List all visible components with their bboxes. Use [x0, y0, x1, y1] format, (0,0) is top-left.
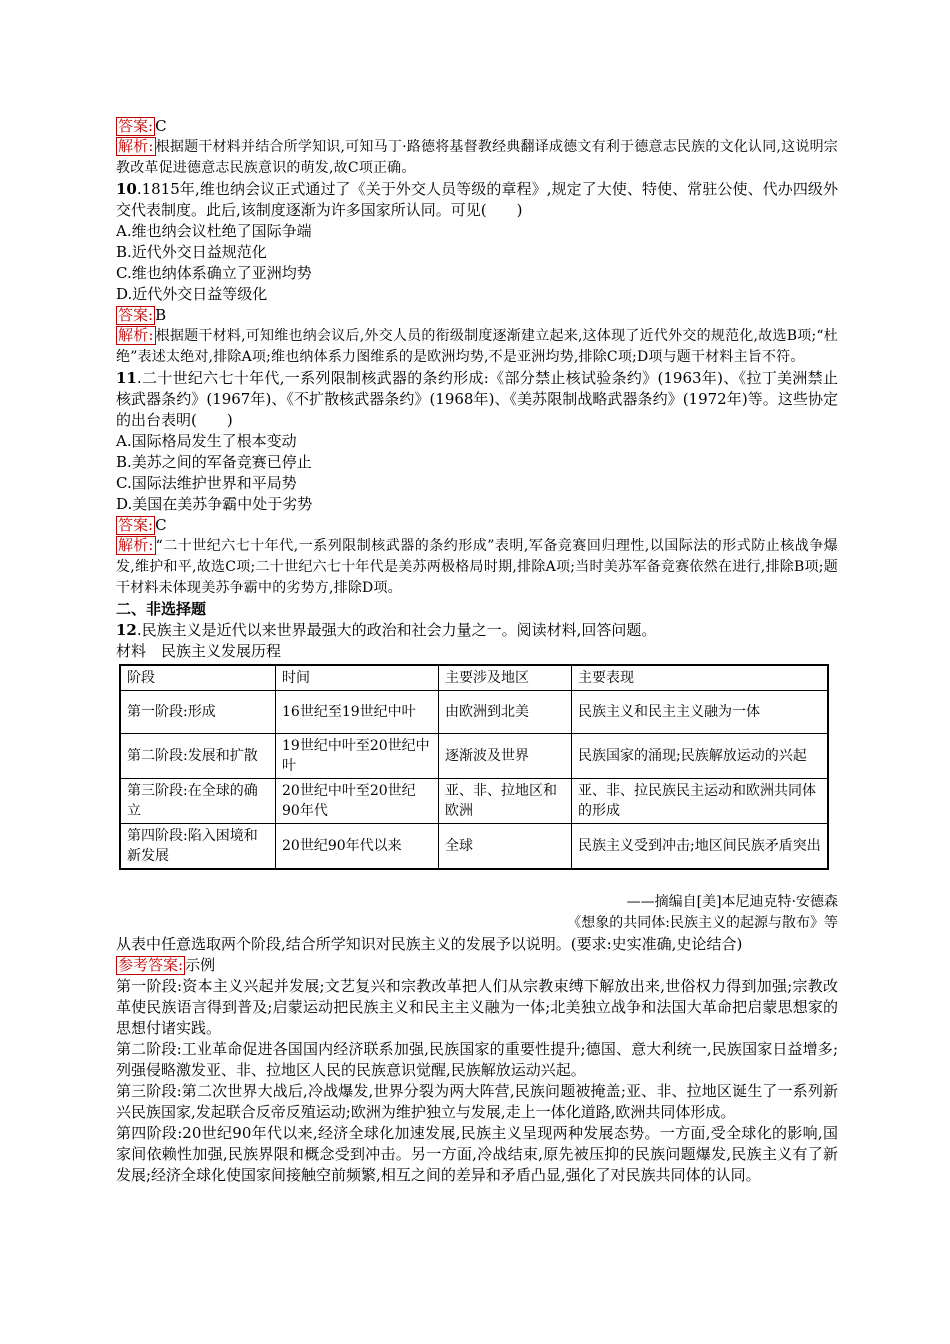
- table-cell: 由欧洲到北美: [439, 691, 572, 734]
- table-row: [120, 779, 828, 824]
- table-header-cell: 时间: [276, 665, 439, 691]
- question-text: .1815年,维也纳会议正式通过了《关于外交人员等级的章程》,规定了大使、特使、常驻公使、代办四级外交代表制度。此后,该制度逐渐为许多国家所认同。可见( ): [116, 180, 838, 219]
- table-cell: 第四阶段:陷入困境和新发展: [120, 824, 276, 870]
- table-row: [120, 824, 828, 870]
- table-cell: 第一阶段:形成: [120, 691, 276, 734]
- analysis-text: 根据题干材料并结合所学知识,可知马丁·路德将基督教经典翻译成德文有利于德意志民族的文化认同,这说明宗教改革促进德意志民族意识的萌发,故C项正确。: [116, 139, 838, 176]
- material-title: 材料 民族主义发展历程: [116, 642, 282, 660]
- ref-answer-lead: 示例: [185, 956, 216, 974]
- q10-option-c: C.维也纳体系确立了亚洲均势: [116, 264, 312, 282]
- table-cell: 19世纪中叶至20世纪中叶: [276, 734, 439, 779]
- section-heading: 二、非选择题: [116, 600, 207, 618]
- q11-analysis: [116, 536, 838, 599]
- q10-answer: [116, 305, 838, 326]
- q11-option-b: B.美苏之间的军备竞赛已停止: [116, 453, 312, 471]
- analysis-tag: 解析:: [118, 536, 154, 554]
- question-text: .二十世纪六七十年代,一系列限制核武器的条约形成:《部分禁止核试验条约》(1963年)、《拉丁美洲禁止核武器条约》(1967年)、《不扩散核武器条约》(1968年)、《美苏限制战略武器条约》(1972年)等。这些协定的出台表明( ): [116, 369, 838, 429]
- q10-analysis: [116, 326, 838, 368]
- table-cell: 第二阶段:发展和扩散: [120, 734, 276, 779]
- source-title: 《想象的共同体:民族主义的起源与散布》等: [567, 915, 838, 931]
- table-cell: 16世纪至19世纪中叶: [276, 691, 439, 734]
- document-page: [116, 116, 838, 1186]
- q12-stem: [116, 620, 838, 641]
- table-header-cell: 主要涉及地区: [439, 665, 572, 691]
- table-cell: 民族国家的涌现;民族解放运动的兴起: [572, 734, 829, 779]
- answer-tag: 答案:: [118, 306, 154, 324]
- q11-answer: [116, 515, 838, 536]
- q9-answer: [116, 116, 838, 137]
- table-row: [120, 691, 828, 734]
- analysis-tag: 解析:: [118, 137, 154, 155]
- table-header-cell: 主要表现: [572, 665, 829, 691]
- table-cell: 亚、非、拉地区和欧洲: [439, 779, 572, 824]
- table-row: [120, 734, 828, 779]
- answer-tag: 答案:: [118, 117, 154, 135]
- q10-stem: [116, 179, 838, 221]
- question-number: 12: [116, 621, 137, 639]
- q10-option-d: D.近代外交日益等级化: [116, 285, 268, 303]
- q11-option-a: A.国际格局发生了根本变动: [116, 432, 297, 450]
- q11-option-c: C.国际法维护世界和平局势: [116, 474, 297, 492]
- q10-option-a: A.维也纳会议杜绝了国际争端: [116, 222, 312, 240]
- answer-value: C: [155, 117, 167, 135]
- analysis-text: “二十世纪六七十年代,一系列限制核武器的条约形成”表明,军备竞赛回归理性,以国际法的形式防止核战争爆发,维护和平,故选C项;二十世纪六七十年代是美苏两极格局时期,排除A项;当时美苏军备竞赛依然在进行,排除B项;题干材料未体现美苏争霸中的劣势方,排除D项。: [116, 538, 838, 596]
- table-header-cell: 阶段: [120, 665, 276, 691]
- answer-value: B: [155, 306, 167, 324]
- q12-answer-stage-4: 第四阶段:20世纪90年代以来,经济全球化加速发展,民族主义呈现两种发展态势。一方面,受全球化的影响,国家间依赖性加强,民族界限和概念受到冲击。另一方面,冷战结束,原先被压抑的民族问题爆发,民族主义有了新发展;经济全球化使国家间接触空前频繁,相互之间的差异和矛盾凸显,强化了对民族共同体的认同。: [116, 1124, 838, 1184]
- analysis-text: 根据题干材料,可知维也纳会议后,外交人员的衔级制度逐渐建立起来,这体现了近代外交的规范化,故选B项;“杜绝”表述太绝对,排除A项;维也纳体系力图维系的是欧洲均势,不是亚洲均势,排除C项;D项与题干材料主旨不符。: [116, 328, 838, 365]
- table-cell: 20世纪90年代以来: [276, 824, 439, 870]
- question-number: 10: [116, 180, 137, 198]
- answer-tag: 答案:: [118, 516, 154, 534]
- table-cell: 20世纪中叶至20世纪90年代: [276, 779, 439, 824]
- nationalism-table: [119, 664, 829, 870]
- table-cell: 逐渐波及世界: [439, 734, 572, 779]
- analysis-tag: 解析:: [118, 326, 154, 344]
- table-cell: 亚、非、拉民族民主运动和欧洲共同体的形成: [572, 779, 829, 824]
- source-author: ——摘编自[美]本尼迪克特·安德森: [626, 894, 838, 910]
- table-cell: 民族主义受到冲击;地区间民族矛盾突出: [572, 824, 829, 870]
- answer-value: C: [155, 516, 167, 534]
- table-cell: 第三阶段:在全球的确立: [120, 779, 276, 824]
- q10-option-b: B.近代外交日益规范化: [116, 243, 267, 261]
- q12-answer-stage-2: 第二阶段:工业革命促进各国国内经济联系加强,民族国家的重要性提升;德国、意大利统一,民族国家日益增多;列强侵略激发亚、非、拉地区人民的民族意识觉醒,民族解放运动兴起。: [116, 1040, 838, 1079]
- table-cell: 全球: [439, 824, 572, 870]
- table-header-row: [120, 665, 828, 691]
- q11-stem: [116, 368, 838, 431]
- q9-analysis: [116, 137, 838, 179]
- q11-option-d: D.美国在美苏争霸中处于劣势: [116, 495, 313, 513]
- question-number: 11: [116, 369, 137, 387]
- q12-answer-stage-3: 第三阶段:第二次世界大战后,冷战爆发,世界分裂为两大阵营,民族问题被掩盖;亚、非、拉地区诞生了一系列新兴民族国家,发起联合反帝反殖运动;欧洲为维护独立与发展,走上一体化道路,欧洲共同体形成。: [116, 1082, 838, 1121]
- q12-question: 从表中任意选取两个阶段,结合所学知识对民族主义的发展予以说明。(要求:史实准确,史论结合): [116, 935, 743, 953]
- ref-answer-tag: 参考答案:: [118, 956, 184, 974]
- q12-ref-answer-label: [116, 955, 838, 976]
- q12-answer-stage-1: 第一阶段:资本主义兴起并发展;文艺复兴和宗教改革把人们从宗教束缚下解放出来,世俗权力得到加强;宗教改革使民族语言得到普及;启蒙运动把民族主义和民主主义融为一体;北美独立战争和法国大革命把启蒙思想家的思想付诸实践。: [116, 977, 838, 1037]
- table-cell: 民族主义和民主主义融为一体: [572, 691, 829, 734]
- question-text: .民族主义是近代以来世界最强大的政治和社会力量之一。阅读材料,回答问题。: [136, 621, 657, 639]
